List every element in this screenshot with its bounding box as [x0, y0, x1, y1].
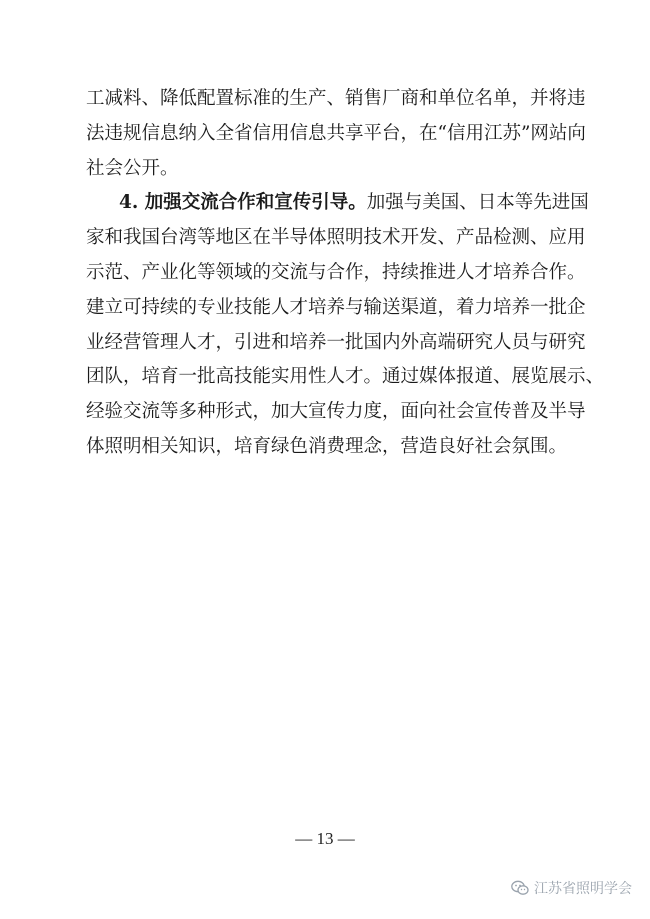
text-line: 工减料、降低配置标准的生产、销售厂商和单位名单，并将违	[86, 88, 586, 109]
section-4-first-line-text: 加强与美国、日本等先进国	[366, 192, 589, 214]
text-line: 业经营管理人才，引进和培养一批国内外高端研究人员与研究	[86, 331, 586, 353]
text-line: 经验交流等多种形式，加大宣传力度，面向社会宣传普及半导	[86, 401, 586, 423]
text-line: 家和我国台湾等地区在半导体照明技术开发、产品检测、应用	[86, 227, 586, 249]
section-4-heading: 4. 加强交流合作和宣传引导。	[119, 192, 367, 214]
text-line: 社会公开。	[86, 157, 179, 179]
body-text	[86, 82, 605, 465]
wechat-icon	[511, 880, 529, 896]
watermark-text: 江苏省照明学会	[534, 881, 632, 897]
page-number: — 13 —	[295, 829, 355, 848]
text-line: 体照明相关知识，培育绿色消费理念，营造良好社会氛围。	[86, 435, 568, 457]
watermark	[511, 878, 632, 898]
text-line: 建立可持续的专业技能人才培养与输送渠道，着力培养一批企	[86, 296, 586, 318]
text-line: 团队，培育一批高技能实用性人才。通过媒体报道、展览展示、	[86, 366, 605, 388]
text-line: 法违规信息纳入全省信用信息共享平台，在“信用江苏”网站向	[86, 122, 586, 144]
text-line: 示范、产业化等领域的交流与合作，持续推进人才培养合作。	[86, 261, 586, 283]
section-4-first-line	[86, 186, 589, 221]
